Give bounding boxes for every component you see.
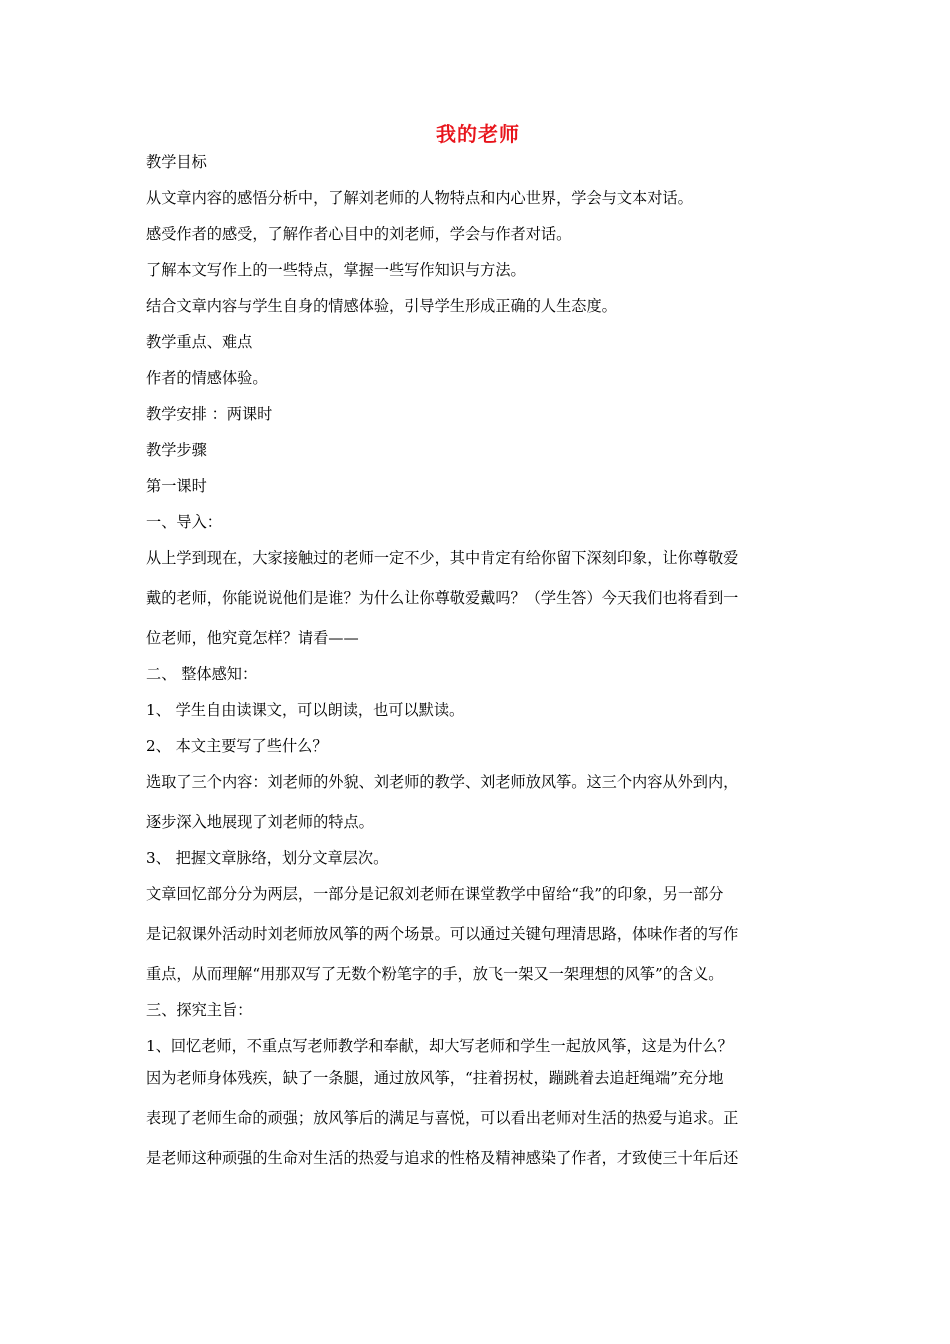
paragraph-structure [146,882,810,986]
text-line: 是记叙课外活动时刘老师放风筝的两个场景。可以通过关键句理清思路，体味作者的写作 [146,925,739,943]
section-heading-theme: 三、探究主旨： [146,1001,253,1019]
paragraph-schedule: 教学安排 ：两课时 [146,405,273,423]
text-line: 从上学到现在，大家接触过的老师一定不少，其中肯定有给你留下深刻印象，让你尊敬爱 [146,549,739,567]
section-heading-key-points: 教学重点、难点 [146,333,253,351]
section-heading-steps: 教学步骤 [146,441,207,459]
text-line: 因为老师身体残疾，缺了一条腿，通过放风筝，“拄着拐杖，蹦跳着去追赶绳端”充分地 [146,1069,724,1087]
paragraph-objective-1: 从文章内容的感悟分析中，了解刘老师的人物特点和内心世界，学会与文本对话。 [146,189,693,207]
list-item-3: 3、 把握文章脉络，划分文章层次。 [146,849,389,867]
paragraph-objective-4: 结合文章内容与学生自身的情感体验，引导学生形成正确的人生态度。 [146,297,617,315]
paragraph-intro [146,546,810,650]
text-line: 选取了三个内容：刘老师的外貌、刘老师的教学、刘老师放风筝。这三个内容从外到内， [146,773,739,791]
section-heading-intro: 一、导入： [146,513,222,531]
text-line: 是老师这种顽强的生命对生活的热爱与追求的性格及精神感染了作者，才致使三十年后还 [146,1149,739,1167]
text-line: 表现了老师生命的顽强；放风筝后的满足与喜悦，可以看出老师对生活的热爱与追求。正 [146,1109,739,1127]
paragraph-objective-3: 了解本文写作上的一些特点，掌握一些写作知识与方法。 [146,261,526,279]
text-line: 逐步深入地展现了刘老师的特点。 [146,813,374,831]
document-title: 我的老师 [436,122,520,146]
text-line: 戴的老师，你能说说他们是谁？为什么让你尊敬爱戴吗？（学生答）今天我们也将看到一 [146,589,739,607]
question-1: 1、回忆老师，不重点写老师教学和奉献，却大写老师和学生一起放风筝，这是为什么？ [146,1037,733,1055]
paragraph-key-points: 作者的情感体验。 [146,369,268,387]
text-line: 位老师，他究竟怎样？请看—— [146,629,359,647]
paragraph-objective-2: 感受作者的感受，了解作者心目中的刘老师，学会与作者对话。 [146,225,572,243]
paragraph-answer-1 [146,1066,810,1170]
section-heading-objectives: 教学目标 [146,153,207,171]
text-line: 重点，从而理解“用那双写了无数个粉笔字的手，放飞一架又一架理想的风筝”的含义。 [146,965,724,983]
list-item-2: 2、 本文主要写了些什么？ [146,737,328,755]
section-heading-overview: 二、 整体感知： [146,665,258,683]
list-item-1: 1、 学生自由读课文，可以朗读，也可以默读。 [146,701,465,719]
paragraph-content-summary [146,770,810,834]
section-heading-first-lesson: 第一课时 [146,477,207,495]
text-line: 文章回忆部分分为两层，一部分是记叙刘老师在课堂教学中留给“我”的印象，另一部分 [146,885,724,903]
document-page [146,118,810,1170]
